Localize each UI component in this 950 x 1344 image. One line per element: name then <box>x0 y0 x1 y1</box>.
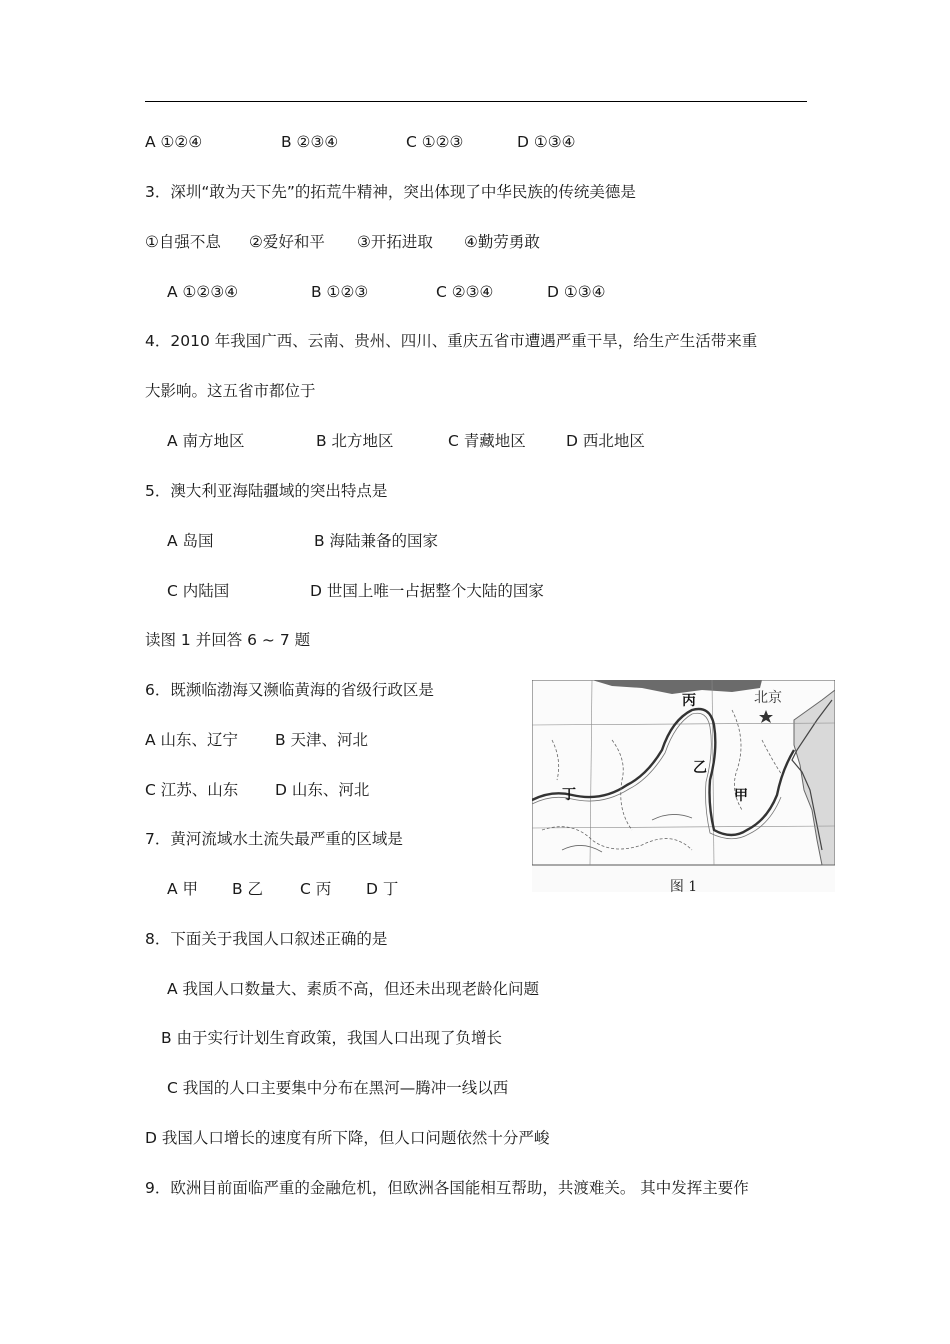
q3-item-3: ③开拓进取 <box>357 233 433 251</box>
q4-option-d: D 西北地区 <box>566 432 645 450</box>
q6-option-b: B 天津、河北 <box>275 731 369 749</box>
q8-option-a: A 我国人口数量大、素质不高，但还未出现老龄化问题 <box>167 980 540 998</box>
q9-question: 9．欧洲目前面临严重的金融危机，但欧洲各国能相互帮助，共渡难关。 其中发挥主要作 <box>145 1179 749 1197</box>
q8-option-d: D 我国人口增长的速度有所下降，但人口问题依然十分严峻 <box>145 1129 550 1147</box>
q2-option-d: D ①③④ <box>517 133 576 151</box>
q3-option-a: A ①②③④ <box>167 283 239 301</box>
q3-item-1: ①自强不息 <box>145 233 221 251</box>
q5-option-c: C 内陆国 <box>167 582 230 600</box>
q2-option-c: C ①②③ <box>406 133 464 151</box>
map-caption: 图 1 <box>669 879 698 895</box>
q2-option-a: A ①②④ <box>145 133 203 151</box>
q4-question-line1: 4．2010 年我国广西、云南、贵州、四川、重庆五省市遭遇严重干旱，给生产生活带来重 <box>145 332 758 350</box>
map-label-yi: 乙 <box>693 760 707 776</box>
map-label-jia: 甲 <box>734 788 748 804</box>
map-label-bing: 丙 <box>682 693 696 709</box>
q4-option-c: C 青藏地区 <box>448 432 526 450</box>
map-instruction: 读图 1 并回答 6 ~ 7 题 <box>145 631 311 649</box>
q3-option-d: D ①③④ <box>547 283 606 301</box>
q8-question: 8．下面关于我国人口叙述正确的是 <box>145 930 388 948</box>
header-rule <box>145 101 807 102</box>
q7-option-c: C 丙 <box>300 880 332 898</box>
q8-option-c: C 我国的人口主要集中分布在黑河—腾冲一线以西 <box>167 1079 509 1097</box>
q2-option-b: B ②③④ <box>281 133 339 151</box>
q4-question-line2: 大影响。这五省市都位于 <box>145 382 316 400</box>
q4-option-b: B 北方地区 <box>316 432 394 450</box>
q7-question: 7．黄河流域水土流失最严重的区域是 <box>145 830 403 848</box>
q3-item-2: ②爱好和平 <box>249 233 325 251</box>
q5-question: 5．澳大利亚海陆疆域的突出特点是 <box>145 482 388 500</box>
q6-question: 6．既濒临渤海又濒临黄海的省级行政区是 <box>145 681 434 699</box>
q6-option-a: A 山东、辽宁 <box>145 731 239 749</box>
map-label-ding: 丁 <box>562 787 576 803</box>
q3-question: 3．深圳“敢为天下先”的拓荒牛精神，突出体现了中华民族的传统美德是 <box>145 183 636 201</box>
q6-option-c: C 江苏、山东 <box>145 781 239 799</box>
q5-option-d: D 世国上唯一占据整个大陆的国家 <box>310 582 544 600</box>
q3-item-4: ④勤劳勇敢 <box>464 233 540 251</box>
q7-option-a: A 甲 <box>167 880 199 898</box>
q5-option-a: A 岛国 <box>167 532 214 550</box>
map-figure <box>532 680 835 895</box>
q3-option-b: B ①②③ <box>311 283 369 301</box>
q5-option-b: B 海陆兼备的国家 <box>314 532 439 550</box>
q7-option-d: D 丁 <box>366 880 399 898</box>
q6-option-d: D 山东、河北 <box>275 781 370 799</box>
q7-option-b: B 乙 <box>232 880 264 898</box>
q8-option-b: B 由于实行计划生育政策，我国人口出现了负增长 <box>161 1029 503 1047</box>
q3-option-c: C ②③④ <box>436 283 494 301</box>
map-city-beijing: 北京 <box>754 690 782 706</box>
q4-option-a: A 南方地区 <box>167 432 245 450</box>
